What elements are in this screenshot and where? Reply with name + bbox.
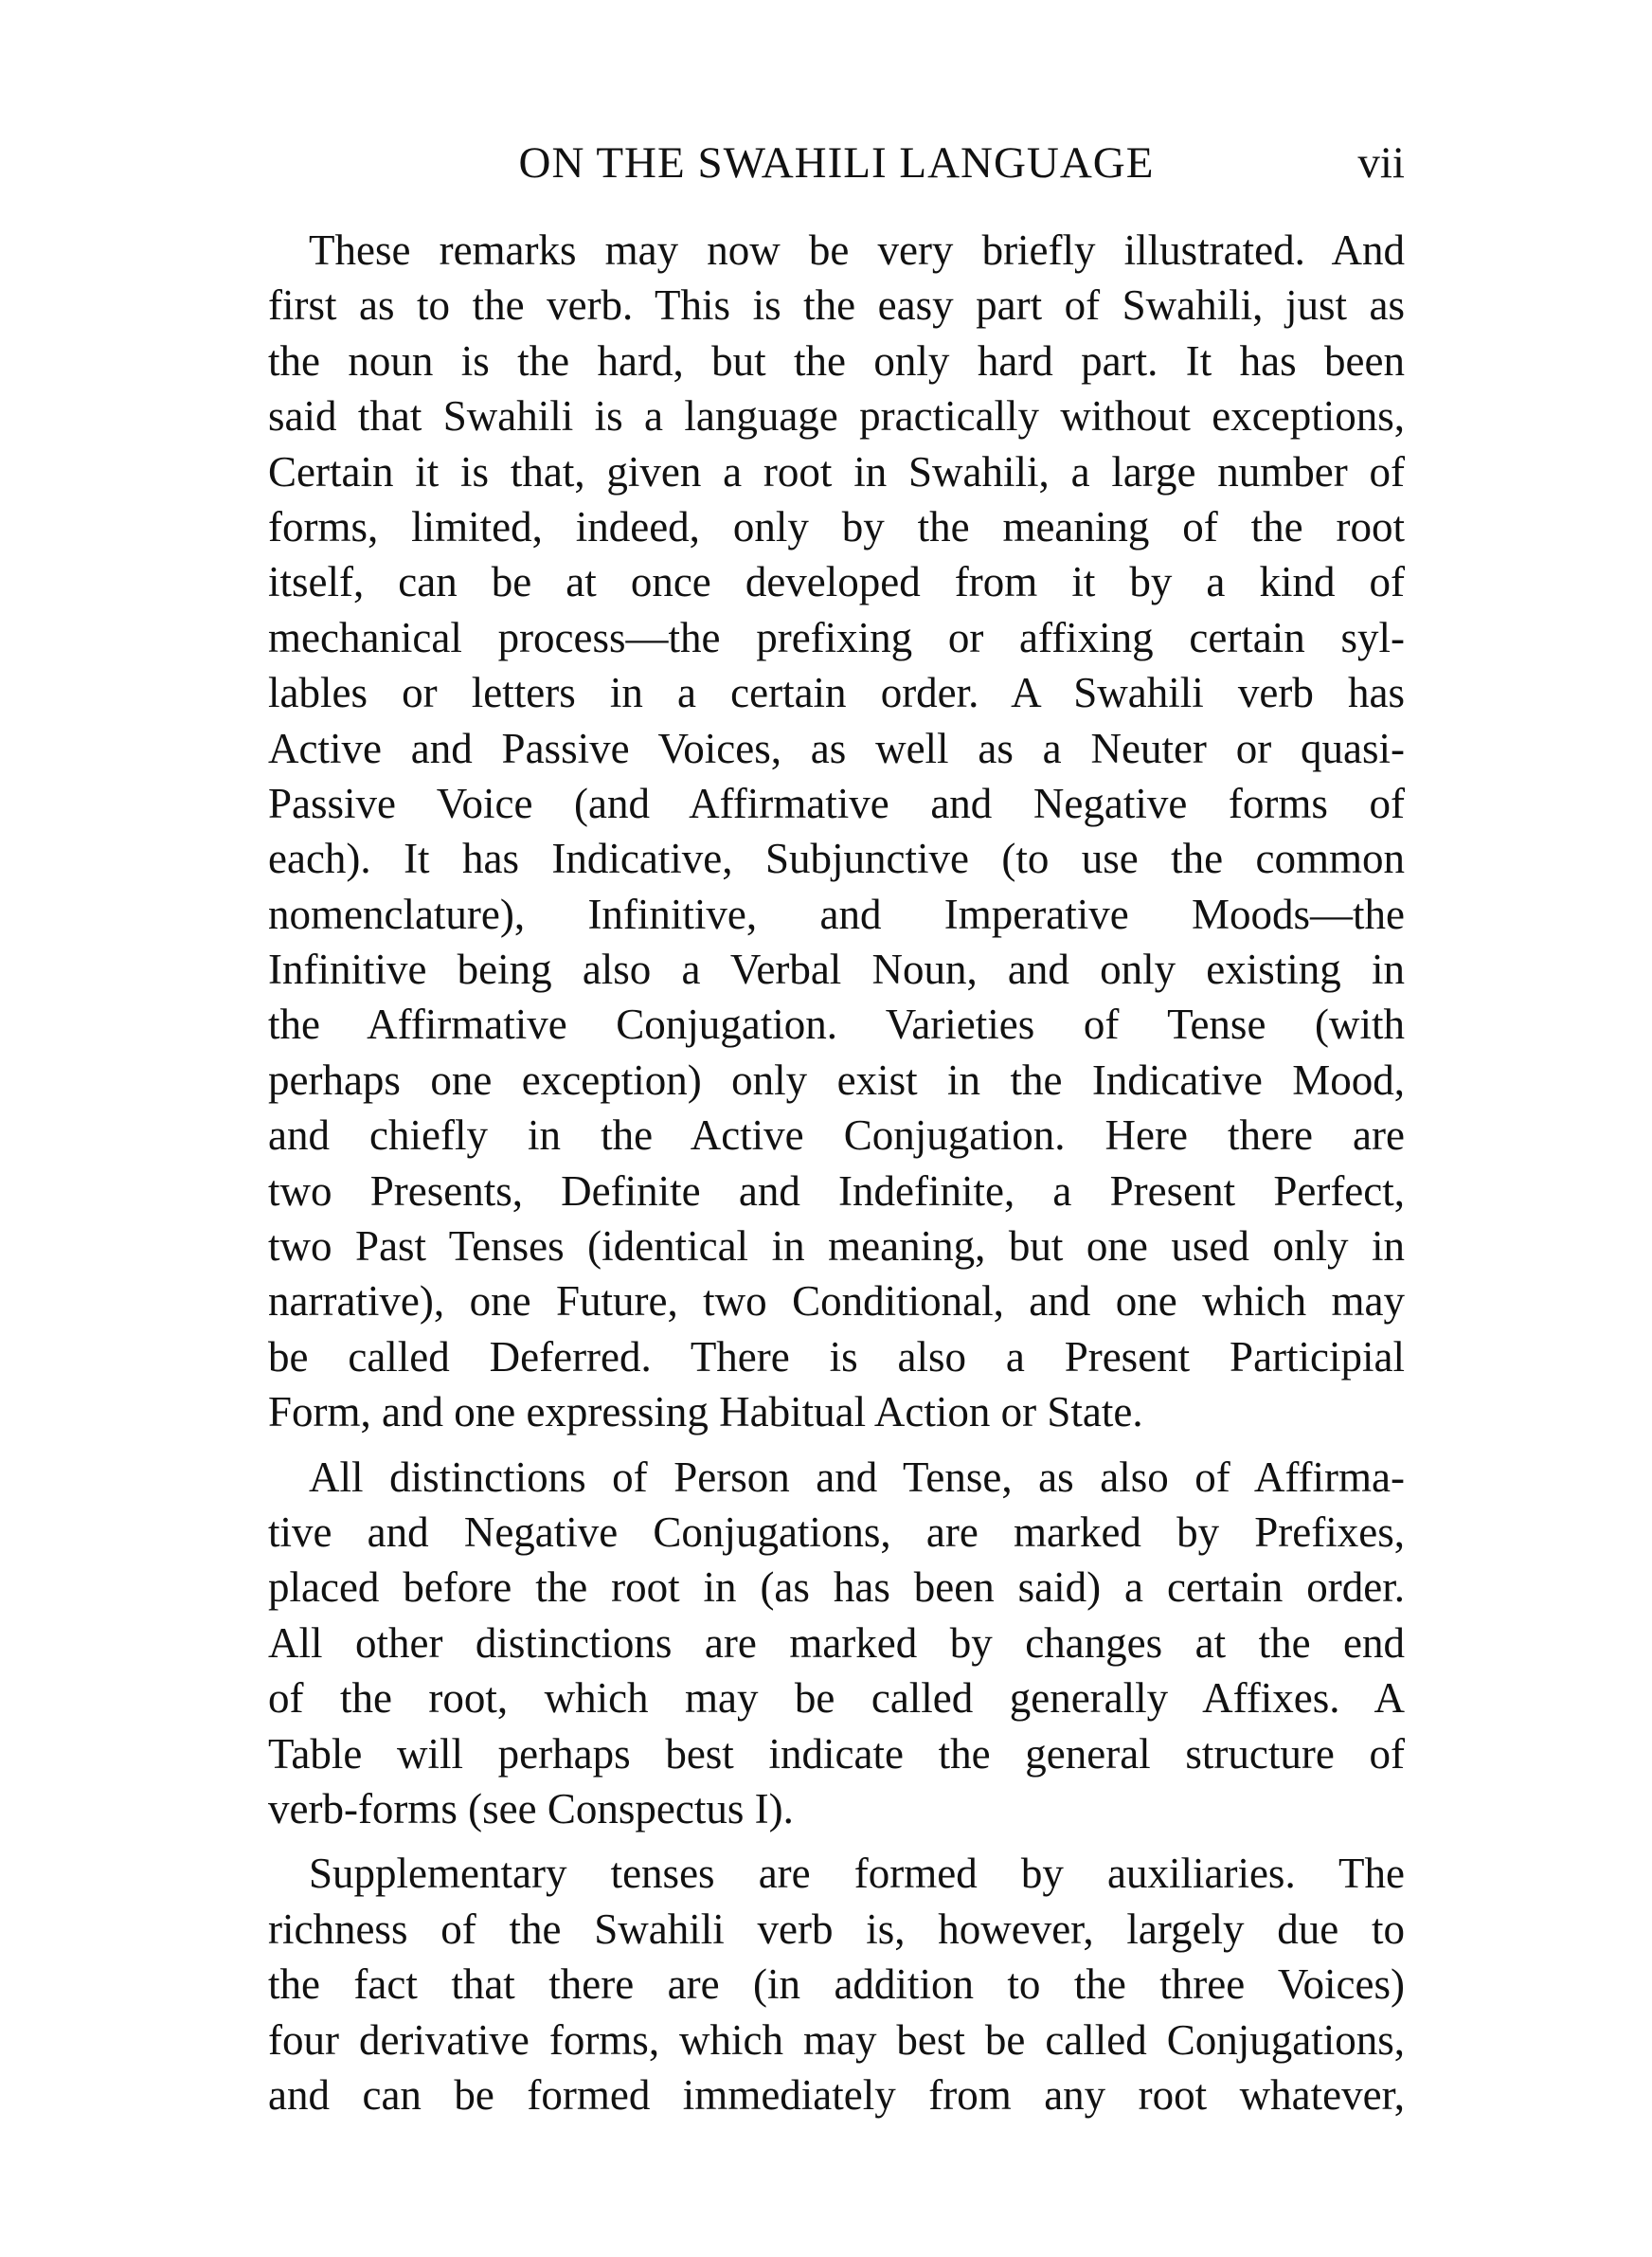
text-line: Table will perhaps best indicate the general structure of — [268, 1729, 1405, 1778]
text-line: Infinitive being also a Verbal Noun, and only existing in — [268, 946, 1405, 994]
paragraph-2 — [268, 1450, 1405, 1837]
text-line: All other distinctions are marked by changes at the end — [268, 1618, 1405, 1667]
text-line: each). It has Indicative, Subjunctive (to use the common — [268, 835, 1405, 883]
text-line: forms, limited, indeed, only by the meaning of the root — [268, 502, 1405, 551]
text-line: and chiefly in the Active Conjugation. Here there are — [268, 1111, 1405, 1160]
text-line: lables or letters in a certain order. A Swahili verb has — [268, 669, 1405, 717]
text-line: and can be formed immediately from any root whatever, — [268, 2070, 1405, 2119]
text-line: Form, and one expressing Habitual Action or State. — [268, 1388, 1143, 1436]
text-line: nomenclature), Infinitive, and Imperative Moods—the — [268, 890, 1405, 938]
running-head: ON THE SWAHILI LANGUAGE — [518, 138, 1155, 188]
text-line: the fact that there are (in addition to the three Voices) — [268, 1960, 1405, 2009]
text-line: the Affirmative Conjugation. Varieties of Tense (with — [268, 1001, 1405, 1049]
text-line: mechanical process—the prefixing or affixing certain syl- — [268, 613, 1405, 661]
text-line: placed before the root in (as has been said) a certain order. — [268, 1563, 1405, 1612]
page-number: vii — [1357, 138, 1405, 188]
text-line: first as to the verb. This is the easy part of Swahili, just as — [268, 281, 1405, 330]
text-line: narrative), one Future, two Conditional, and one which may — [268, 1277, 1405, 1326]
text-line: itself, can be at once developed from it by a kind of — [268, 558, 1405, 606]
text-line: the noun is the hard, but the only hard part. It has been — [268, 336, 1405, 385]
paragraph-3 — [268, 1846, 1405, 2122]
text-line: Active and Passive Voices, as well as a Neuter or quasi- — [268, 724, 1405, 772]
text-line: Passive Voice (and Affirmative and Negative forms of — [268, 779, 1405, 827]
text-line: Supplementary tenses are formed by auxiliaries. The — [309, 1850, 1405, 1898]
text-line: All distinctions of Person and Tense, as also of Affirma- — [309, 1453, 1405, 1501]
text-line: tive and Negative Conjugations, are marked by Prefixes, — [268, 1508, 1405, 1556]
paragraph-1 — [268, 223, 1405, 1440]
text-line: Certain it is that, given a root in Swahili, a large number of — [268, 447, 1405, 496]
text-line: These remarks may now be very briefly illustrated. And — [309, 226, 1405, 274]
text-line: be called Deferred. There is also a Present Participial — [268, 1332, 1405, 1381]
text-line: two Past Tenses (identical in meaning, but one used only in — [268, 1222, 1405, 1271]
body-text — [268, 223, 1405, 2132]
text-line: richness of the Swahili verb is, however, largely due to — [268, 1905, 1405, 1953]
text-line: two Presents, Definite and Indefinite, a Present Perfect, — [268, 1166, 1405, 1215]
text-line: verb-forms (see Conspectus I). — [268, 1784, 794, 1833]
text-line: four derivative forms, which may best be called Conjugations, — [268, 2015, 1405, 2064]
page-header — [268, 135, 1405, 191]
text-line: of the root, which may be called generally Affixes. A — [268, 1674, 1405, 1723]
text-line: perhaps one exception) only exist in the Indicative Mood, — [268, 1056, 1405, 1104]
text-line: said that Swahili is a language practically without exceptions, — [268, 392, 1405, 441]
